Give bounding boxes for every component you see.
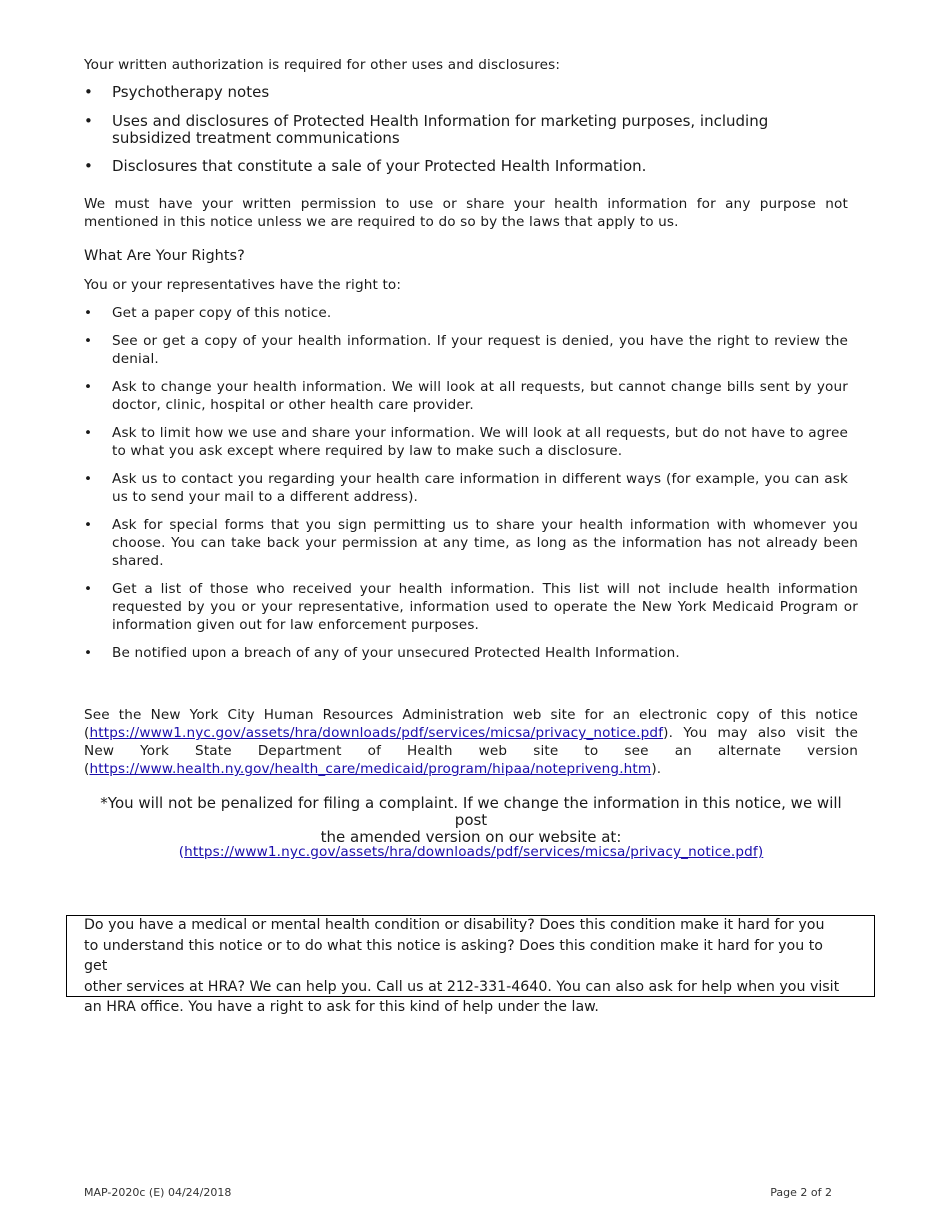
help-line: to understand this notice or to do what this notice is asking? Does this condition make it hard for you to get <box>84 937 823 974</box>
list-item: Uses and disclosures of Protected Health Information for marketing purposes, including subsidized treatment communications <box>112 112 769 147</box>
website-text: ). <box>651 761 662 777</box>
list-item: Get a list of those who received your health information. This list will not include health information requested by you or your representative, information used to operate the New York Medicaid Program or information given out for law enforcement purposes. <box>112 581 858 633</box>
permission-paragraph: We must have your written permission to use or share your health information for any purpose not mentioned in this notice unless we are required to do so by the laws that apply to us. <box>84 196 848 230</box>
complaint-line: the amended version on our website at: <box>320 828 622 846</box>
privacy-notice-link[interactable]: https://www1.nyc.gov/assets/hra/downloads/pdf/services/micsa/privacy_notice.pdf) <box>184 844 764 860</box>
bullet: • <box>84 157 93 175</box>
nyc-hra-link[interactable]: https://www1.nyc.gov/assets/hra/downloads/pdf/services/micsa/privacy_notice.pdf <box>89 725 664 741</box>
complaint-link-line <box>84 843 858 861</box>
list-item: Ask us to contact you regarding your health care information in different ways (for example, you can ask us to send your mail to a different address). <box>112 471 848 505</box>
list-item: Disclosures that constitute a sale of your Protected Health Information. <box>112 157 647 175</box>
form-id: MAP-2020c (E) 04/24/2018 <box>84 1186 232 1199</box>
list-item: Get a paper copy of this notice. <box>112 305 332 321</box>
auth-intro: Your written authorization is required for other uses and disclosures: <box>84 57 561 73</box>
bullet: • <box>84 112 93 130</box>
page-number: Page 2 of 2 <box>770 1186 832 1199</box>
list-item: Be notified upon a breach of any of your unsecured Protected Health Information. <box>112 645 680 661</box>
bullet: • <box>84 333 93 349</box>
website-text: See the New York City Human Resources Administration web site for an electronic copy of this notice ( <box>84 707 858 741</box>
nys-doh-link[interactable]: https://www.health.ny.gov/health_care/medicaid/program/hipaa/notepriveng.htm <box>89 761 652 777</box>
bullet: • <box>84 305 93 321</box>
list-item: Ask for special forms that you sign permitting us to share your health information with whomever you choose. You can take back your permission at any time, as long as the information has not already been shared. <box>112 517 858 569</box>
help-line: other services at HRA? We can help you. Call us at 212-331-4640. You can also ask for help when you visit <box>84 978 840 995</box>
bullet: • <box>84 581 93 597</box>
rights-intro: You or your representatives have the right to: <box>84 277 402 293</box>
website-paragraph <box>84 706 858 778</box>
website-text: ). You may also visit the New York State Department of Health web site to see an alternate version ( <box>84 725 858 777</box>
bullet: • <box>84 425 93 441</box>
bullet: • <box>84 83 93 101</box>
help-line: an HRA office. You have a right to ask for this kind of help under the law. <box>84 999 599 1015</box>
paren: ( <box>178 844 185 860</box>
bullet: • <box>84 471 93 487</box>
bullet: • <box>84 517 93 533</box>
list-item: Ask to change your health information. We will look at all requests, but cannot change bills sent by your doctor, clinic, hospital or other health care provider. <box>112 379 848 413</box>
rights-heading: What Are Your Rights? <box>84 248 245 264</box>
complaint-notice <box>84 795 858 846</box>
list-item: Ask to limit how we use and share your information. We will look at all requests, but do not have to agree to what you ask except where required by law to make such a disclosure. <box>112 425 848 459</box>
help-box-text <box>84 915 844 1018</box>
list-item: Psychotherapy notes <box>112 83 270 101</box>
list-item: See or get a copy of your health information. If your request is denied, you have the right to review the denial. <box>112 333 848 367</box>
bullet: • <box>84 645 93 661</box>
help-line: Do you have a medical or mental health condition or disability? Does this condition make it hard for you <box>84 917 825 933</box>
bullet: • <box>84 379 93 395</box>
complaint-line: *You will not be penalized for filing a complaint. If we change the information in this notice, we will post <box>100 794 842 829</box>
